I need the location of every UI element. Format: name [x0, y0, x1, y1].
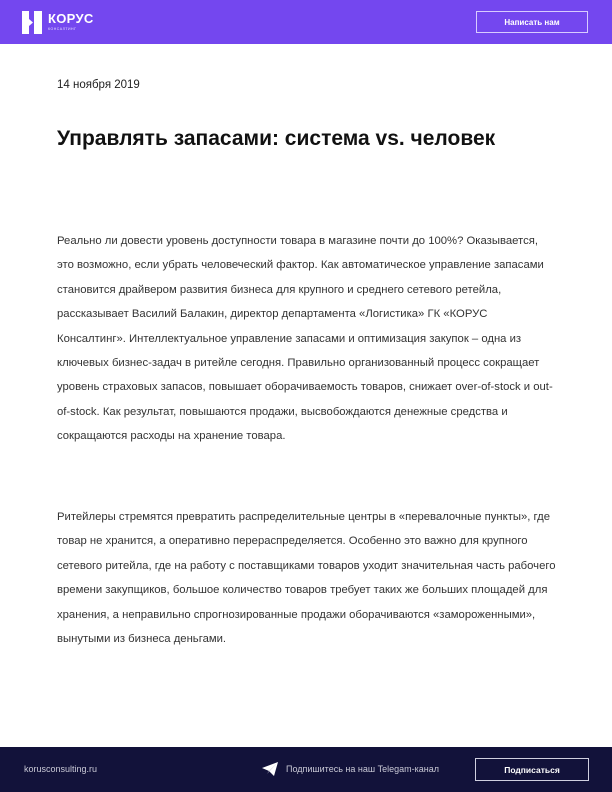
footer	[0, 747, 612, 792]
paper-plane-icon	[262, 762, 278, 776]
site-link[interactable]: korusconsulting.ru	[24, 764, 98, 774]
logo-subtitle: КОНСАЛТИНГ	[48, 27, 77, 31]
write-us-button[interactable]: Написать нам	[476, 11, 588, 33]
telegram-link[interactable]	[262, 762, 439, 776]
article-date: 14 ноября 2019	[57, 79, 140, 91]
article-paragraph: Реально ли довести уровень доступности товара в магазине почти до 100%? Оказывается, это возможно, если убрать человеческий фактор. Как автоматическое управление запасами становится драйвером развития бизнеса для крупного и среднего сетевого ретейла, рассказывает Василий Балакин, директор департамента «Логистика» ГК «КОРУС Консалтинг». Интеллектуальное управление запасами и оптимизация закупок – одна из ключевых бизнес-задач в ритейле сегодня. Правильно организованный процесс сокращает уровень страховых запасов, повышает оборачиваемость товаров, снижает over-of-stock и out-of-stock. Как результат, повышаются продажи, высвобождаются денежные средства и сокращаются расходы на хранение товара.	[57, 235, 553, 443]
telegram-text: Подпишитесь на наш Telegam-канал	[286, 764, 439, 774]
subscribe-button[interactable]: Подписаться	[475, 758, 589, 781]
header	[0, 0, 612, 44]
korus-logo-icon	[22, 11, 42, 34]
korus-logo[interactable]	[22, 10, 94, 34]
logo-name: КОРУС	[48, 11, 94, 26]
article-title: Управлять запасами: система vs. человек	[57, 127, 496, 150]
article-paragraph: Ритейлеры стремятся превратить распределительные центры в «перевалочные пункты», где товар не хранится, а оперативно перераспределяется. Особенно это важно для крупного сетевого ритейла, где на работу с поставщиками товаров уходит значительная часть рабочего времени закупщиков, большое количество товаров требует таких же больших площадей для хранения, а неправильно спрогнозированные продажи оборачиваются «замороженными», вынутыми из бизнеса деньгами.	[57, 511, 556, 646]
